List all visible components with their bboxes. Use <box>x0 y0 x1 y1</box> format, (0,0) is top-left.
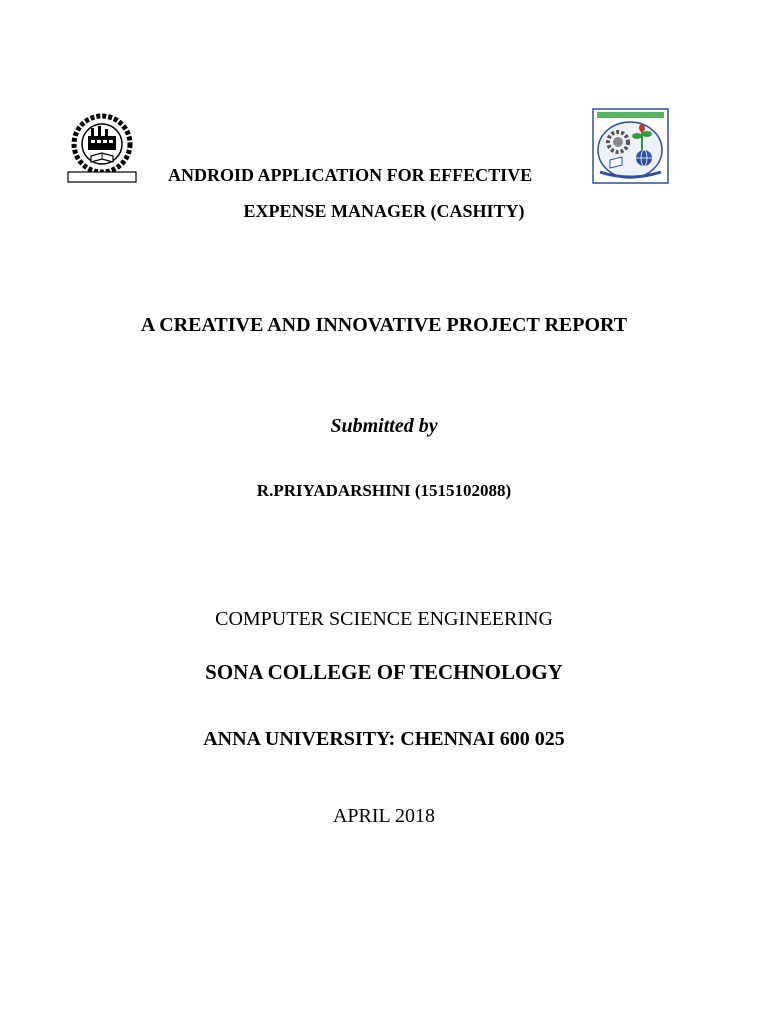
submitted-by-label: Submitted by <box>330 415 438 437</box>
submission-date: APRIL 2018 <box>332 805 436 827</box>
title-line-2: EXPENSE MANAGER (CASHITY) <box>243 201 525 221</box>
university-name: ANNA UNIVERSITY: CHENNAI 600 025 <box>203 728 565 750</box>
title-line-1: ANDROID APPLICATION FOR EFFECTIVE <box>168 165 533 185</box>
sona-college-emblem-icon <box>592 108 669 184</box>
anna-university-emblem-icon <box>64 112 140 184</box>
report-type: A CREATIVE AND INNOVATIVE PROJECT REPORT <box>140 314 628 336</box>
department: COMPUTER SCIENCE ENGINEERING <box>215 608 553 630</box>
student-name: R.PRIYADARSHINI (1515102088) <box>256 481 512 500</box>
college-name: SONA COLLEGE OF TECHNOLOGY <box>205 660 563 684</box>
